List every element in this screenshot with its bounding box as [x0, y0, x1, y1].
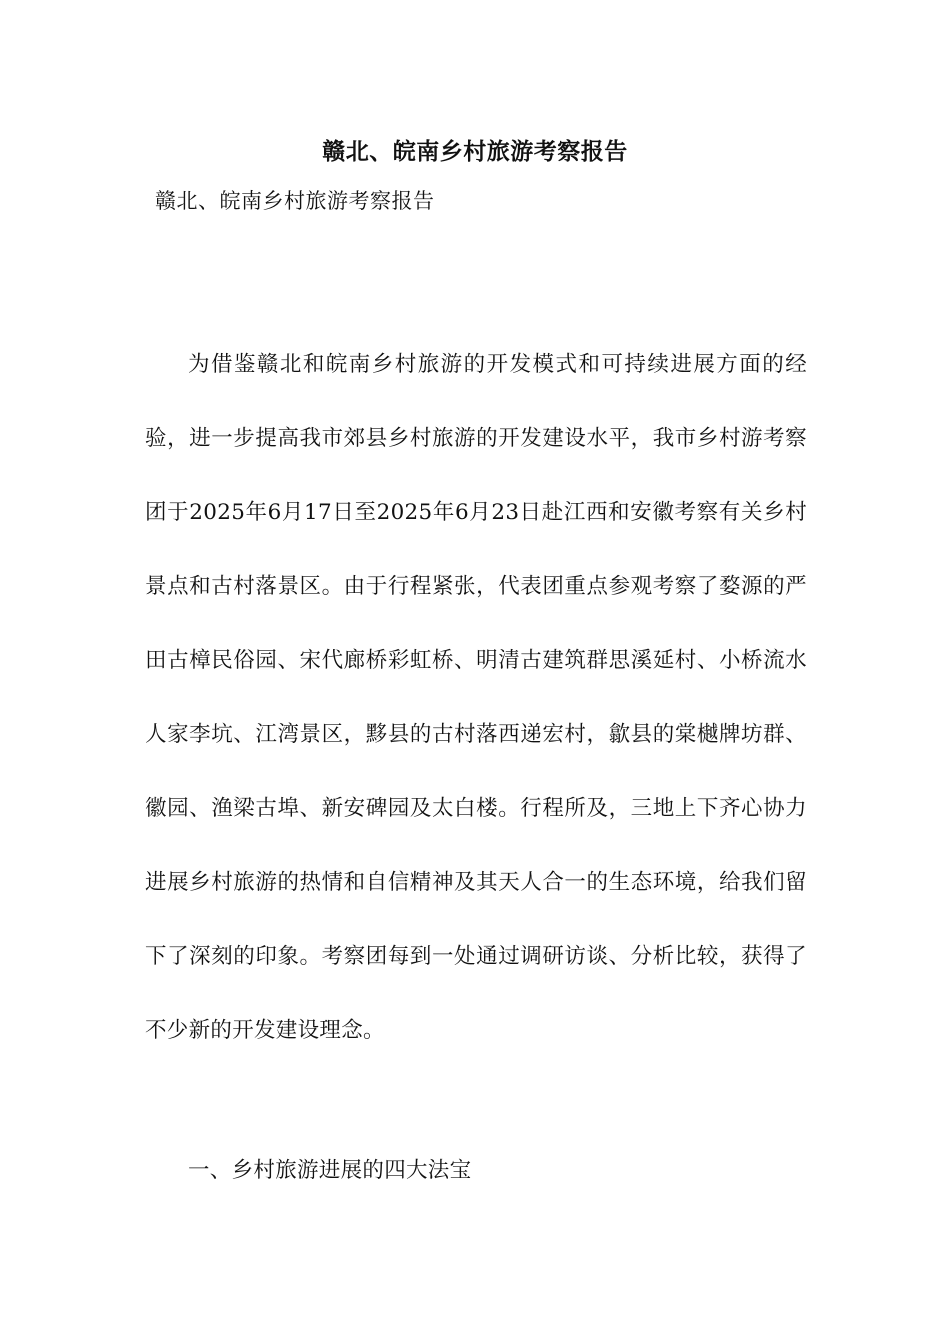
- body-paragraph: 为借鉴赣北和皖南乡村旅游的开发模式和可持续进展方面的经验，进一步提高我市郊县乡村旅游的开发建设水平，我市乡村游考察团于2025年6月17日至2025年6月23日赴江西和安徽考察有关乡村景点和古村落景区。由于行程紧张，代表团重点参观考察了婺源的严田古樟民俗园、宋代廊桥彩虹桥、明清古建筑群思溪延村、小桥流水人家李坑、江湾景区，黟县的古村落西递宏村，歙县的棠樾牌坊群、徽园、渔梁古埠、新安碑园及太白楼。行程所及，三地上下齐心协力进展乡村旅游的热情和自信精神及其天人合一的生态环境，给我们留下了深刻的印象。考察团每到一处通过调研访谈、分析比较，获得了不少新的开发建设理念。: [145, 352, 807, 1043]
- section-heading: 一、乡村旅游进展的四大法宝: [188, 1158, 472, 1183]
- document-title: 赣北、皖南乡村旅游考察报告: [322, 138, 628, 165]
- document-subtitle: 赣北、皖南乡村旅游考察报告: [155, 189, 435, 213]
